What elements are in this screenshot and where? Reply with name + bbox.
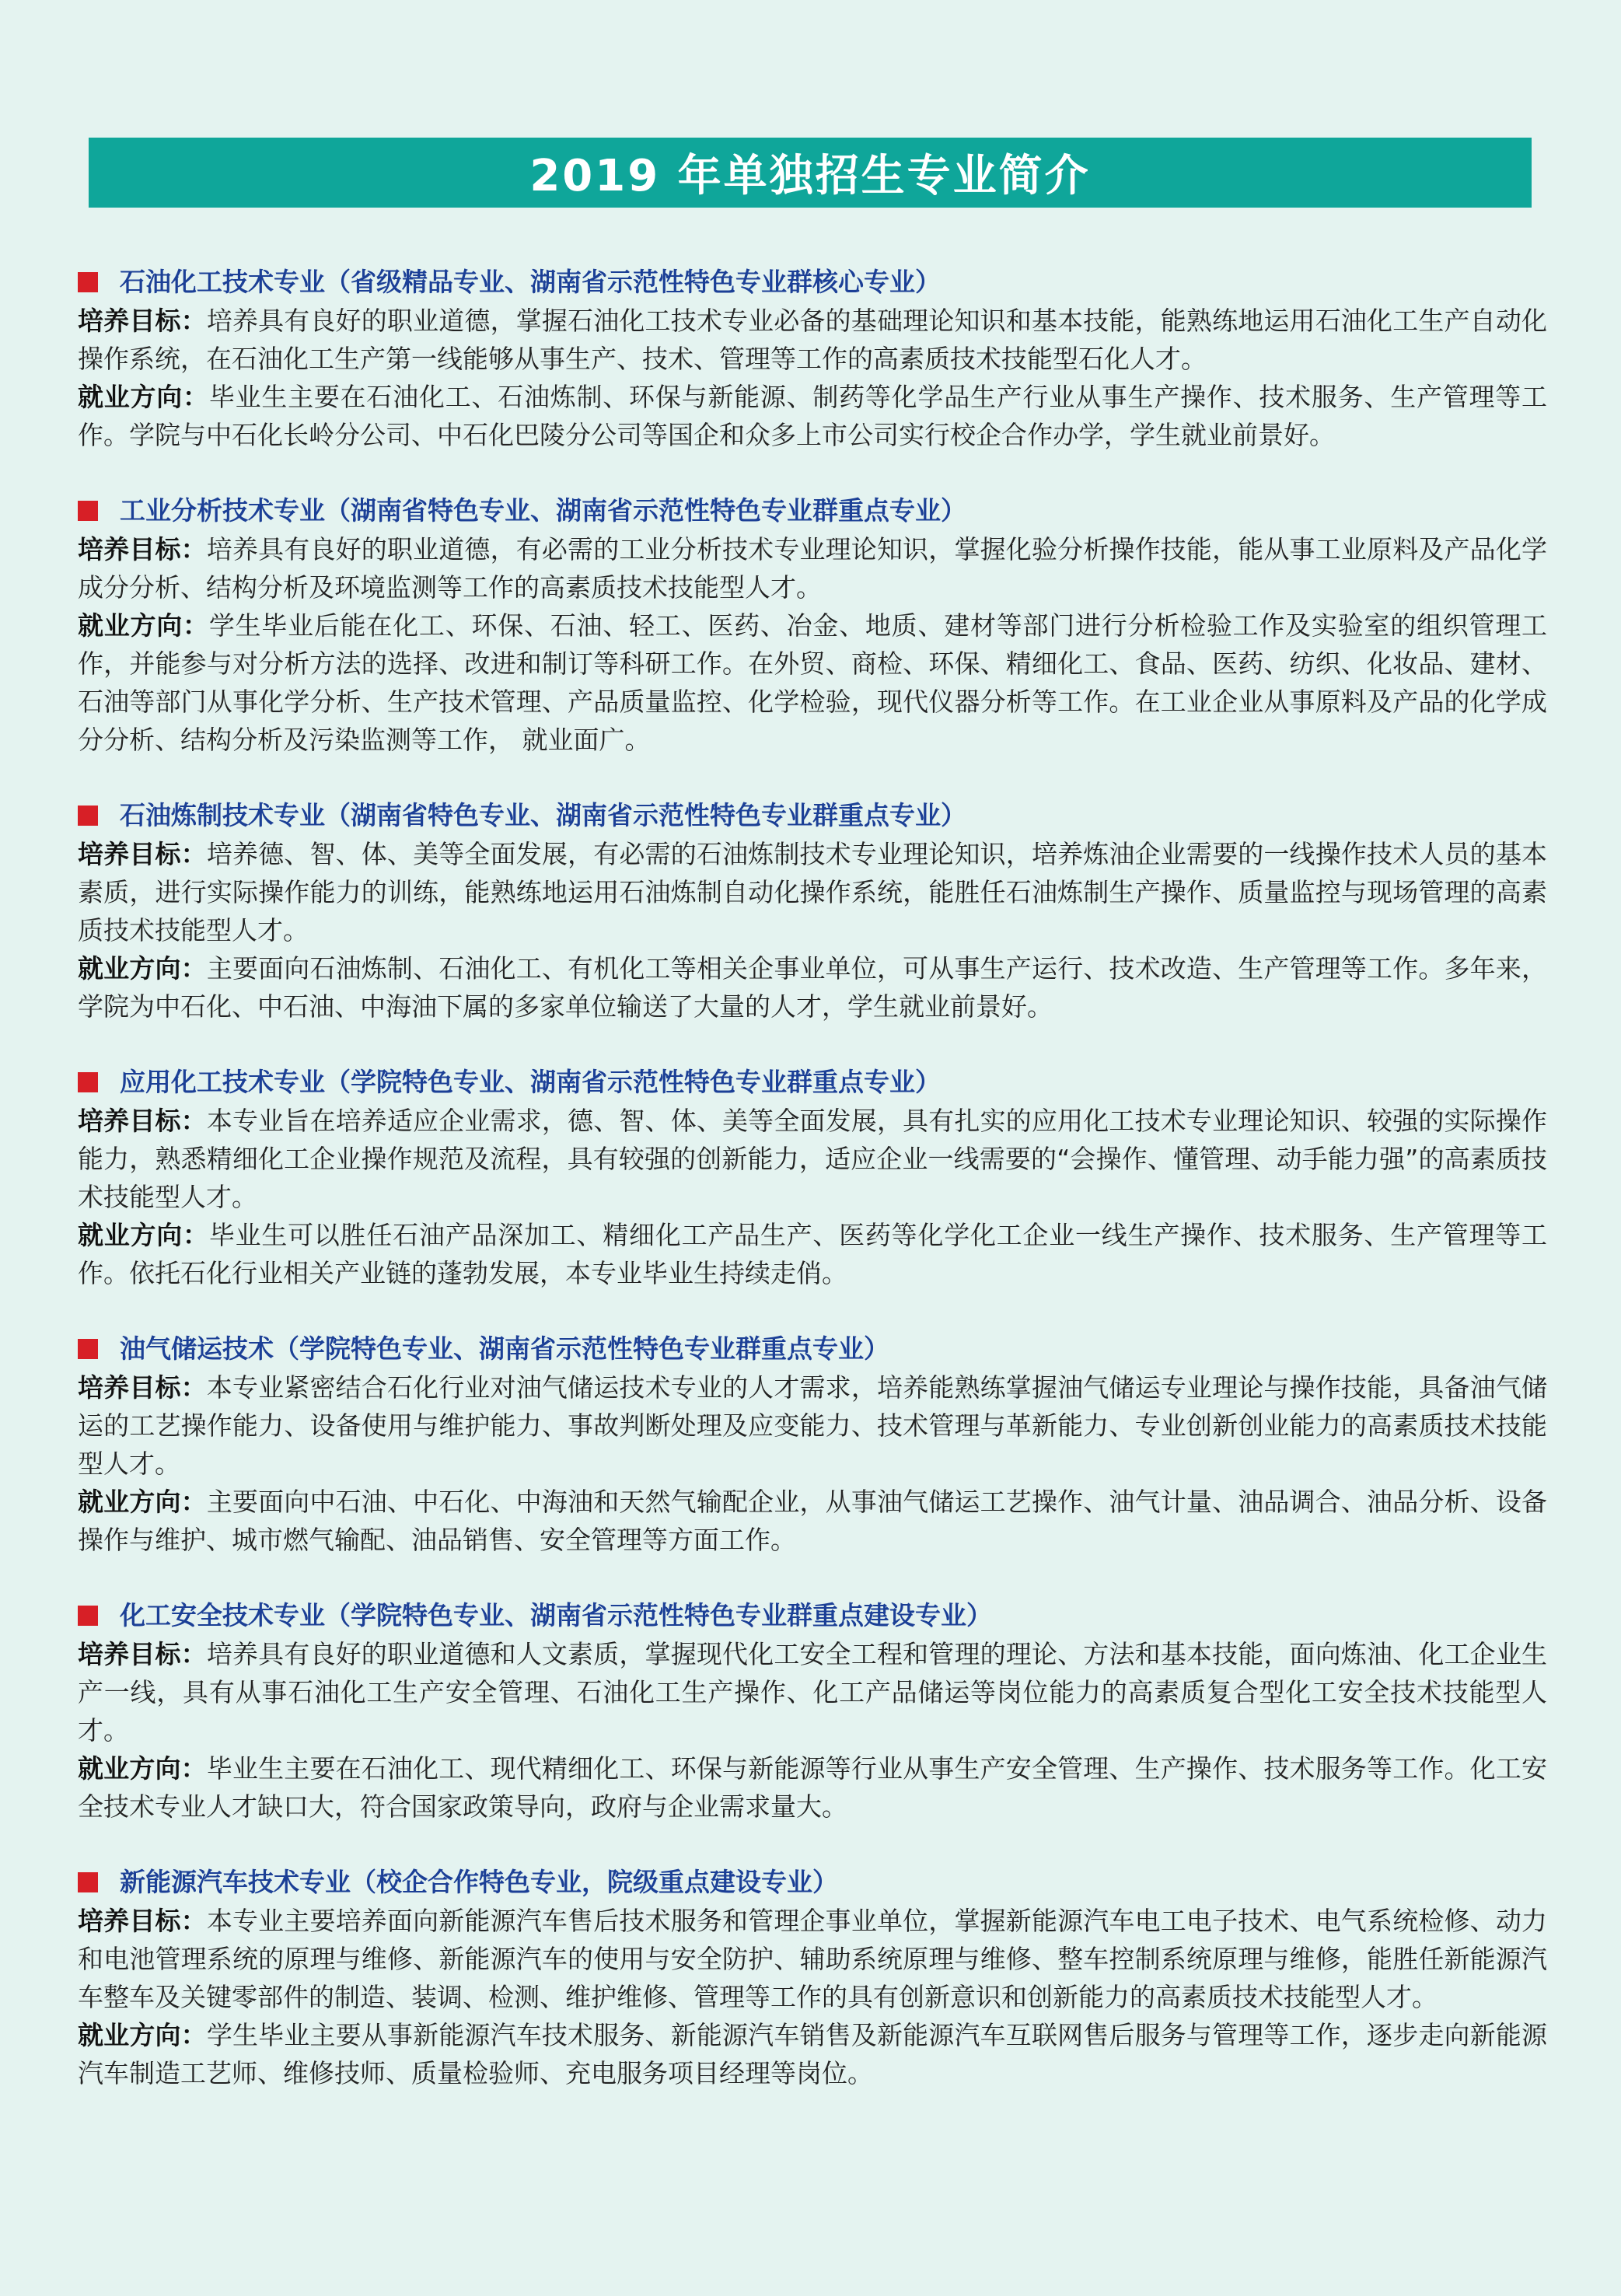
training-goal: [78, 530, 1547, 606]
employment-direction-text: 学生毕业后能在化工、环保、石油、轻工、医药、冶金、地质、建材等部门进行分析检验工作及实验室的组织管理工作，并能参与对分析方法的选择、改进和制订等科研工作。在外贸、商检、环保、精细化工、食品、医药、纺织、化妆品、建材、石油等部门从事化学分析、生产技术管理、产品质量监控、化学检验，现代仪器分析等工作。在工业企业从事原料及产品的化学成分分析、结构分析及污染监测等工作， 就业面广。: [78, 610, 1548, 755]
training-goal-label: 培养目标：: [78, 1106, 207, 1136]
training-goal-text: 培养具有良好的职业道德，有必需的工业分析技术专业理论知识，掌握化验分析操作技能，能从事工业原料及产品化学成分分析、结构分析及环境监测等工作的高素质技术技能型人才。: [78, 534, 1548, 603]
major-title-row: [78, 263, 1547, 302]
major-title-row: [78, 491, 1547, 530]
major-title: 工业分析技术专业（湖南省特色专业、湖南省示范性特色专业群重点专业）: [120, 495, 966, 526]
employment-direction-label: 就业方向：: [78, 610, 209, 641]
red-square-bullet-icon: [78, 272, 98, 292]
employment-direction: [78, 1483, 1547, 1559]
employment-direction-text: 主要面向石油炼制、石油化工、有机化工等相关企事业单位，可从事生产运行、技术改造、生产管理等工作。多年来，学院为中石化、中石油、中海油下属的多家单位输送了大量的人才，学生就业前景好。: [78, 953, 1548, 1022]
employment-direction-label: 就业方向：: [78, 953, 207, 984]
training-goal: [78, 835, 1547, 949]
major-title-row: [78, 1863, 1547, 1902]
red-square-bullet-icon: [78, 1872, 98, 1892]
title-banner: [89, 138, 1532, 208]
employment-direction-text: 主要面向中石油、中石化、中海油和天然气输配企业，从事油气储运工艺操作、油气计量、油品调合、油品分析、设备操作与维护、城市燃气输配、油品销售、安全管理等方面工作。: [78, 1487, 1548, 1555]
training-goal: [78, 1902, 1547, 2016]
employment-direction-text: 毕业生主要在石油化工、现代精细化工、环保与新能源等行业从事生产安全管理、生产操作、技术服务等工作。化工安全技术专业人才缺口大，符合国家政策导向，政府与企业需求量大。: [78, 1753, 1548, 1822]
major-section: [78, 1596, 1547, 1826]
training-goal-label: 培养目标：: [78, 1639, 207, 1669]
employment-direction: [78, 949, 1547, 1026]
red-square-bullet-icon: [78, 806, 98, 826]
employment-direction-label: 就业方向：: [78, 1753, 207, 1784]
training-goal-text: 本专业旨在培养适应企业需求，德、智、体、美等全面发展，具有扎实的应用化工技术专业理论知识、较强的实际操作能力，熟悉精细化工企业操作规范及流程，具有较强的创新能力，适应企业一线需要的“会操作、懂管理、动手能力强”的高素质技术技能型人才。: [78, 1106, 1548, 1212]
employment-direction-text: 毕业生可以胜任石油产品深加工、精细化工产品生产、医药等化学化工企业一线生产操作、技术服务、生产管理等工作。依托石化行业相关产业链的蓬勃发展，本专业毕业生持续走俏。: [78, 1220, 1548, 1288]
employment-direction: [78, 378, 1547, 454]
employment-direction-label: 就业方向：: [78, 1220, 209, 1250]
major-section: [78, 1330, 1547, 1559]
employment-direction: [78, 1216, 1547, 1292]
training-goal-label: 培养目标：: [78, 1906, 207, 1936]
major-title-row: [78, 1330, 1547, 1368]
training-goal: [78, 1635, 1547, 1749]
employment-direction-label: 就业方向：: [78, 2020, 207, 2050]
training-goal-label: 培养目标：: [78, 534, 207, 564]
training-goal-label: 培养目标：: [78, 1372, 207, 1403]
major-title: 石油化工技术专业（省级精品专业、湖南省示范性特色专业群核心专业）: [120, 267, 941, 297]
red-square-bullet-icon: [78, 1072, 98, 1092]
red-square-bullet-icon: [78, 1606, 98, 1626]
training-goal-text: 本专业紧密结合石化行业对油气储运技术专业的人才需求，培养能熟练掌握油气储运专业理论与操作技能，具备油气储运的工艺操作能力、设备使用与维护能力、事故判断处理及应变能力、技术管理与革新能力、专业创新创业能力的高素质技术技能型人才。: [78, 1372, 1548, 1479]
training-goal-text: 培养具有良好的职业道德，掌握石油化工技术专业必备的基础理论知识和基本技能，能熟练地运用石油化工生产自动化操作系统，在石油化工生产第一线能够从事生产、技术、管理等工作的高素质技术技能型石化人才。: [78, 306, 1548, 374]
major-section: [78, 1863, 1547, 2092]
page-title: 2019 年单独招生专业简介: [529, 151, 1091, 201]
major-title-row: [78, 796, 1547, 835]
employment-direction-text: 毕业生主要在石油化工、石油炼制、环保与新能源、制药等化学品生产行业从事生产操作、技术服务、生产管理等工作。学院与中石化长岭分公司、中石化巴陵分公司等国企和众多上市公司实行校企合作办学，学生就业前景好。: [78, 382, 1548, 450]
training-goal: [78, 302, 1547, 378]
red-square-bullet-icon: [78, 501, 98, 521]
training-goal: [78, 1102, 1547, 1216]
employment-direction: [78, 606, 1547, 759]
major-section: [78, 491, 1547, 759]
red-square-bullet-icon: [78, 1339, 98, 1359]
employment-direction-label: 就业方向：: [78, 382, 209, 412]
training-goal-text: 培养德、智、体、美等全面发展，有必需的石油炼制技术专业理论知识，培养炼油企业需要的一线操作技术人员的基本素质，进行实际操作能力的训练，能熟练地运用石油炼制自动化操作系统，能胜任石油炼制生产操作、质量监控与现场管理的高素质技术技能型人才。: [78, 839, 1548, 945]
major-title-row: [78, 1596, 1547, 1635]
employment-direction: [78, 2016, 1547, 2092]
training-goal-label: 培养目标：: [78, 839, 207, 869]
major-section: [78, 796, 1547, 1026]
major-section: [78, 1063, 1547, 1292]
employment-direction: [78, 1749, 1547, 1826]
employment-direction-label: 就业方向：: [78, 1487, 207, 1517]
employment-direction-text: 学生毕业主要从事新能源汽车技术服务、新能源汽车销售及新能源汽车互联网售后服务与管理等工作，逐步走向新能源汽车制造工艺师、维修技师、质量检验师、充电服务项目经理等岗位。: [78, 2020, 1548, 2088]
major-title-row: [78, 1063, 1547, 1102]
training-goal-text: 培养具有良好的职业道德和人文素质，掌握现代化工安全工程和管理的理论、方法和基本技能，面向炼油、化工企业生产一线，具有从事石油化工生产安全管理、石油化工生产操作、化工产品储运等岗位能力的高素质复合型化工安全技术技能型人才。: [78, 1639, 1548, 1746]
major-section: [78, 263, 1547, 454]
major-title: 石油炼制技术专业（湖南省特色专业、湖南省示范性特色专业群重点专业）: [120, 800, 966, 830]
training-goal: [78, 1368, 1547, 1483]
training-goal-text: 本专业主要培养面向新能源汽车售后技术服务和管理企事业单位，掌握新能源汽车电工电子技术、电气系统检修、动力和电池管理系统的原理与维修、新能源汽车的使用与安全防护、辅助系统原理与维修、整车控制系统原理与维修，能胜任新能源汽车整车及关键零部件的制造、装调、检测、维护维修、管理等工作的具有创新意识和创新能力的高素质技术技能型人才。: [78, 1906, 1548, 2012]
major-title: 化工安全技术专业（学院特色专业、湖南省示范性特色专业群重点建设专业）: [120, 1600, 992, 1630]
major-title: 油气储运技术（学院特色专业、湖南省示范性特色专业群重点专业）: [120, 1333, 889, 1364]
major-title: 新能源汽车技术专业（校企合作特色专业，院级重点建设专业）: [120, 1867, 838, 1897]
majors-list: [78, 263, 1547, 2130]
training-goal-label: 培养目标：: [78, 306, 207, 336]
major-title: 应用化工技术专业（学院特色专业、湖南省示范性特色专业群重点专业）: [120, 1067, 941, 1097]
